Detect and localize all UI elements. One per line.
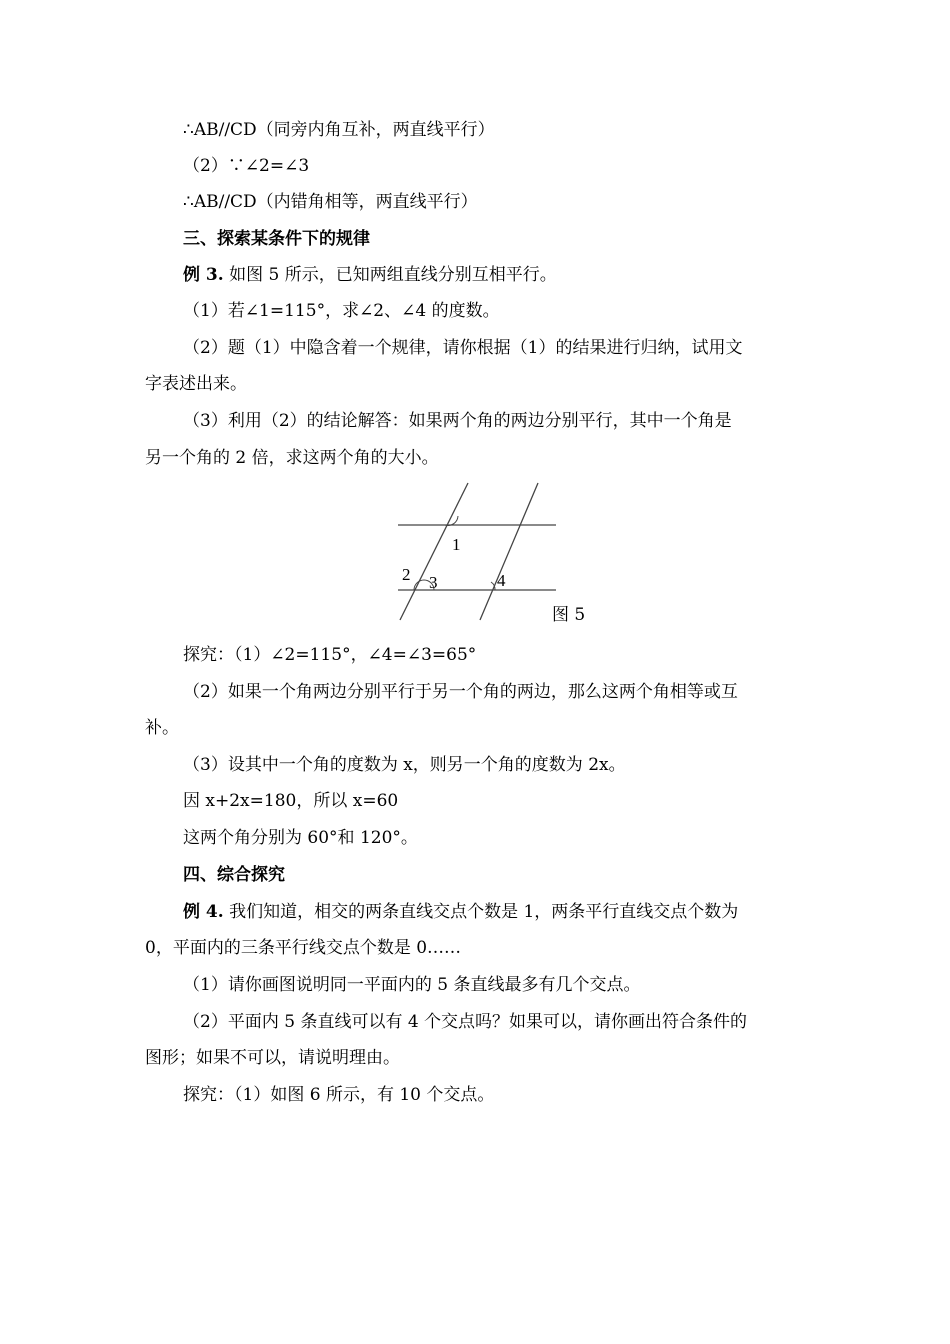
example-4-statement xyxy=(183,900,738,924)
question-2-line-2: 字表述出来。 xyxy=(145,374,247,394)
example-4-text-line-2: 0，平面内的三条平行线交点个数是 0…… xyxy=(145,938,462,958)
proof-conclusion-2: ∴AB//CD（内错角相等，两直线平行） xyxy=(183,192,478,212)
example-4-text: 我们知道，相交的两条直线交点个数是 1，两条平行直线交点个数为 xyxy=(223,902,739,922)
problem-2-line-1: （2）平面内 5 条直线可以有 4 个交点吗？如果可以，请你画出符合条件的 xyxy=(183,1012,748,1032)
angle-label-3: 3 xyxy=(429,573,438,592)
question-2-line-1: （2）题（1）中隐含着一个规律，请你根据（1）的结果进行归纳，试用文 xyxy=(183,338,743,358)
section-heading-3: 三、探索某条件下的规律 xyxy=(183,229,370,249)
angle-label-1: 1 xyxy=(452,535,461,554)
figure-5-parallel-lines xyxy=(398,480,558,622)
proof-conclusion-1: ∴AB//CD（同旁内角互补，两直线平行） xyxy=(183,120,495,140)
answer-2-line-1: （2）如果一个角两边分别平行于另一个角的两边，那么这两个角相等或互 xyxy=(183,682,738,702)
transversal-right xyxy=(480,483,538,620)
angle-label-4: 4 xyxy=(497,571,506,590)
problem-1: （1）请你画图说明同一平面内的 5 条直线最多有几个交点。 xyxy=(183,975,641,995)
question-3-line-2: 另一个角的 2 倍，求这两个角的大小。 xyxy=(145,448,439,468)
exploration-1: 探究：（1）如图 6 所示，有 10 个交点。 xyxy=(183,1085,495,1105)
question-1: （1）若∠1=115°，求∠2、∠4 的度数。 xyxy=(183,301,500,321)
answer-4: 因 x+2x=180，所以 x=60 xyxy=(183,791,399,811)
answer-2-line-2: 补。 xyxy=(145,718,179,738)
answer-3: （3）设其中一个角的度数为 x，则另一个角的度数为 2x。 xyxy=(183,755,626,775)
angle-label-2: 2 xyxy=(402,565,411,584)
answer-5: 这两个角分别为 60°和 120°。 xyxy=(183,828,418,848)
figure-5-caption: 图 5 xyxy=(552,605,586,625)
proof-step-2: （2）∵∠2=∠3 xyxy=(183,156,310,176)
example-3-label: 例 3. xyxy=(183,265,224,285)
example-4-label: 例 4. xyxy=(183,902,224,922)
question-3-line-1: （3）利用（2）的结论解答：如果两个角的两边分别平行，其中一个角是 xyxy=(183,411,732,431)
section-heading-4: 四、综合探究 xyxy=(183,865,285,885)
example-3-statement xyxy=(183,263,557,287)
problem-2-line-2: 图形；如果不可以，请说明理由。 xyxy=(145,1048,400,1068)
answer-1: 探究：（1）∠2=115°，∠4=∠3=65° xyxy=(183,645,477,665)
example-3-text: 如图 5 所示，已知两组直线分别互相平行。 xyxy=(223,265,557,285)
